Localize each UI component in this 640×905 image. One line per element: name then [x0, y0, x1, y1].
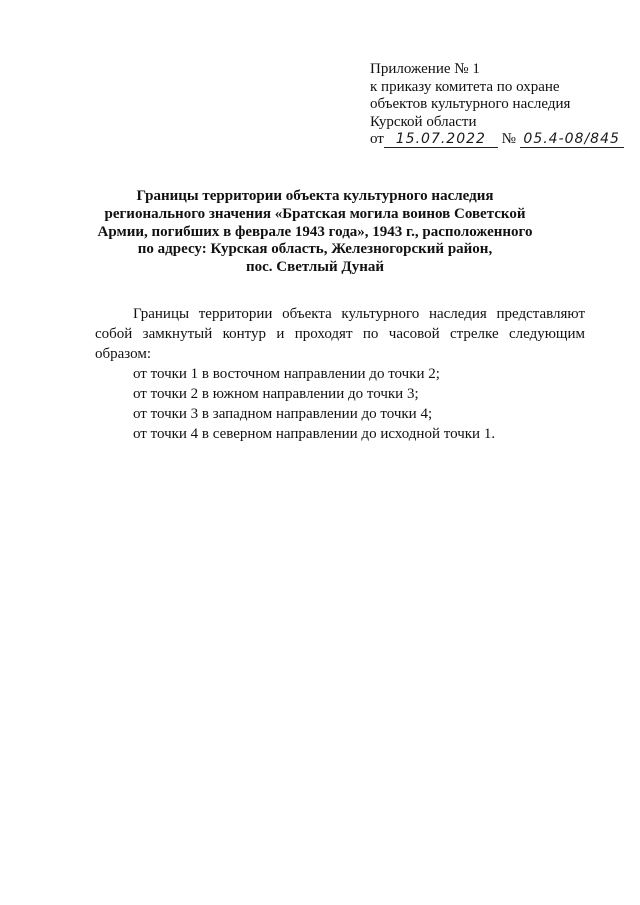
- document-body: [95, 304, 585, 444]
- document-title: [95, 188, 535, 277]
- order-date-handwritten: 15.07.2022: [384, 131, 498, 148]
- title-line-4: по адресу: Курская область, Железногорский район,: [137, 241, 493, 258]
- annex-region-line: Курской области: [370, 113, 477, 130]
- boundary-item: от точки 3 в западном направлении до точки 4;: [133, 406, 433, 422]
- title-line-5: пос. Светлый Дунай: [245, 259, 384, 276]
- title-line-1: Границы территории объекта культурного наследия: [136, 188, 494, 204]
- number-prefix: №: [501, 131, 516, 147]
- title-line-2: регионального значения «Братская могила воинов Советской: [104, 205, 526, 222]
- title-line-3: Армии, погибших в феврале 1943 года», 1943 г., расположенного: [97, 223, 533, 240]
- boundary-item: от точки 1 в восточном направлении до точки 2;: [133, 366, 440, 382]
- annex-order-line: к приказу комитета по охране: [370, 78, 560, 95]
- boundary-item: от точки 4 в северном направлении до исходной точки 1.: [133, 426, 496, 442]
- order-number-handwritten: 05.4-08/845: [520, 131, 624, 148]
- annex-number: Приложение № 1: [370, 61, 480, 77]
- annex-committee-line: объектов культурного наследия: [370, 96, 571, 112]
- annex-header: [370, 61, 630, 151]
- order-date-number-line: [370, 131, 630, 151]
- boundary-item: от точки 2 в южном направлении до точки 3;: [133, 386, 419, 402]
- intro-paragraph: Границы территории объекта культурного наследия представляют собой замкнутый контур и проходят по часовой стрелке следующим образом:: [95, 306, 585, 362]
- date-prefix: от: [370, 131, 384, 147]
